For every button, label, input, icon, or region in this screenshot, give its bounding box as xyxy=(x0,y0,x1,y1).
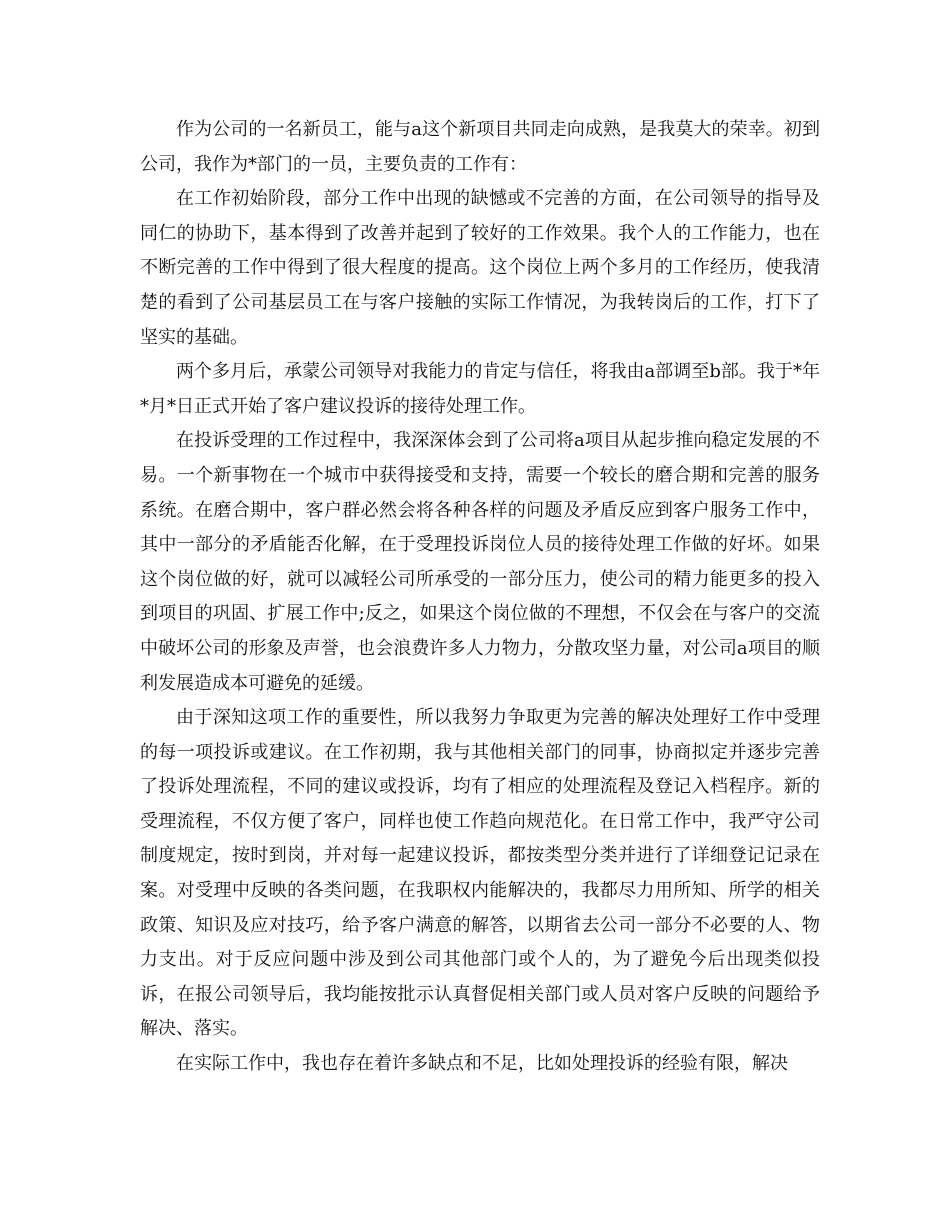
paragraph-2: 在工作初始阶段，部分工作中出现的缺憾或不完善的方面，在公司领导的指导及同仁的协助下，基本得到了改善并起到了较好的工作效果。我个人的工作能力，也在不断完善的工作中得到了很大程度的提高。这个岗位上两个多月的工作经历，使我清楚的看到了公司基层员工在与客户接触的实际工作情况，为我转岗后的工作，打下了坚实的基础。 xyxy=(140,188,820,348)
paragraph-1: 作为公司的一名新员工，能与a这个新项目共同走向成熟，是我莫大的荣幸。初到公司，我作为*部门的一员，主要负责的工作有： xyxy=(140,119,820,175)
paragraph-5: 由于深知这项工作的重要性，所以我努力争取更为完善的解决处理好工作中受理的每一项投诉或建议。在工作初期，我与其他相关部门的同事，协商拟定并逐步完善了投诉处理流程，不同的建议或投诉，均有了相应的处理流程及登记入档程序。新的受理流程，不仅方便了客户，同样也使工作趋向规范化。在日常工作中，我严守公司制度规定，按时到岗，并对每一起建议投诉，都按类型分类并进行了详细登记记录在案。对受理中反映的各类问题，在我职权内能解决的，我都尽力用所知、所学的相关政策、知识及应对技巧，给予客户满意的解答，以期省去公司一部分不必要的人、物力支出。对于反应问题中涉及到公司其他部门或个人的，为了避免今后出现类似投诉，在报公司领导后，我均能按批示认真督促相关部门或人员对客户反映的问题给予解决、落实。 xyxy=(140,707,820,1040)
paragraph-6: 在实际工作中，我也存在着许多缺点和不足，比如处理投诉的经验有限，解决 xyxy=(176,1053,788,1075)
paragraph-4: 在投诉受理的工作过程中，我深深体会到了公司将a项目从起步推向稳定发展的不易。一个新事物在一个城市中获得接受和支持，需要一个较长的磨合期和完善的服务系统。在磨合期中，客户群必然会将各种各样的问题及矛盾反应到客户服务工作中，其中一部分的矛盾能否化解，在于受理投诉岗位人员的接待处理工作做的好坏。如果这个岗位做的好，就可以减轻公司所承受的一部分压力，使公司的精力能更多的投入到项目的巩固、扩展工作中;反之，如果这个岗位做的不理想，不仅会在与客户的交流中破坏公司的形象及声誉，也会浪费许多人力物力，分散攻坚力量，对公司a项目的顺利发展造成本可避免的延缓。 xyxy=(140,430,820,694)
paragraph-3: 两个多月后，承蒙公司领导对我能力的肯定与信任，将我由a部调至b部。我于*年*月*日正式开始了客户建议投诉的接待处理工作。 xyxy=(140,361,820,417)
document-body xyxy=(140,113,820,1082)
